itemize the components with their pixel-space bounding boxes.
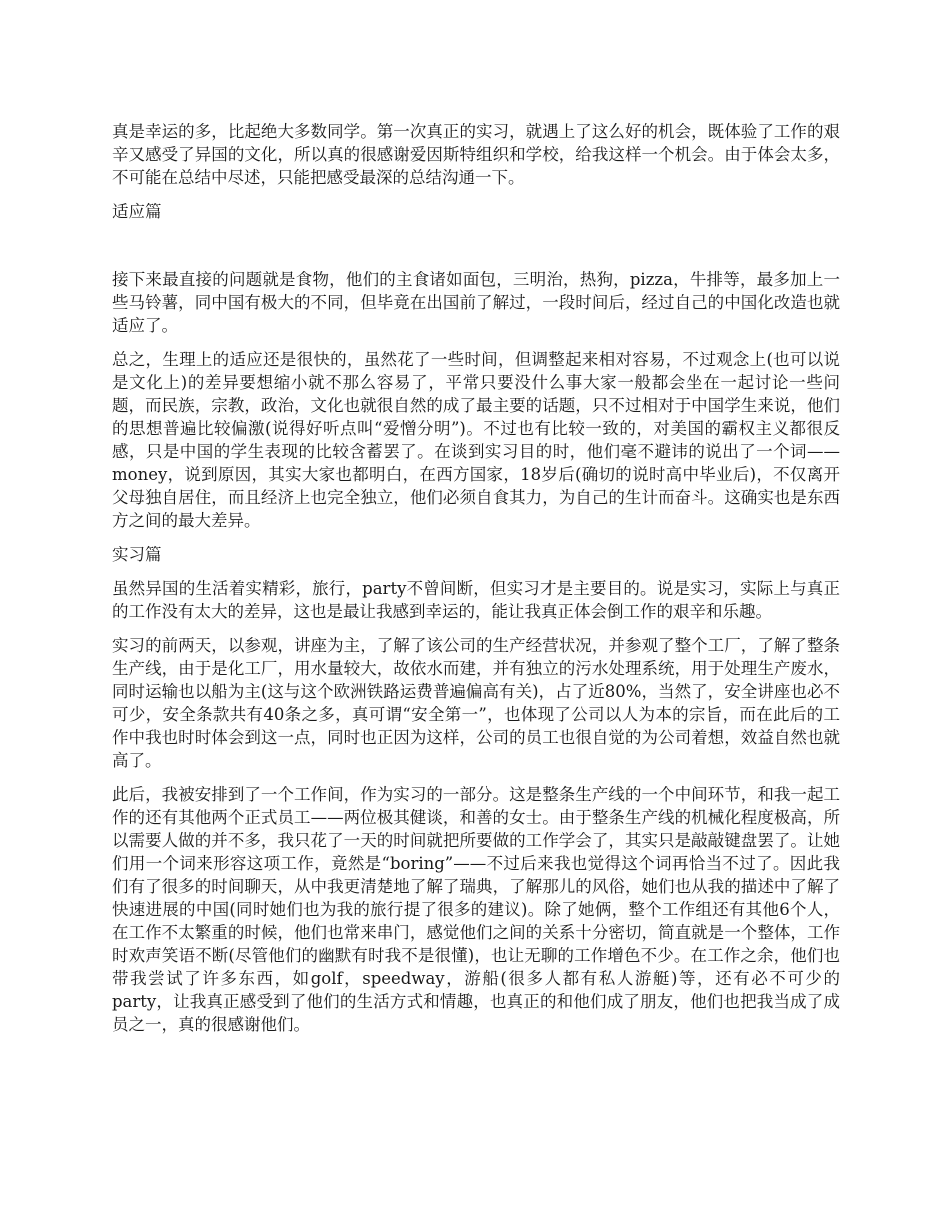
- section-heading-adaptation: 适应篇: [112, 202, 162, 221]
- section-heading-internship: 实习篇: [112, 545, 162, 564]
- intro-paragraph: 真是幸运的多，比起绝大多数同学。第一次真正的实习，就遇上了这么好的机会，既体验了工作的艰辛又感受了异国的文化，所以真的很感谢爱因斯特组织和学校，给我这样一个机会。由于体会太多，不可能在总结中尽述，只能把感受最深的总结沟通一下。: [112, 122, 840, 187]
- culture-paragraph: 总之，生理上的适应还是很快的，虽然花了一些时间，但调整起来相对容易，不过观念上(也可以说是文化上)的差异要想缩小就不那么容易了，平常只要没什么事大家一般都会坐在一起讨论一些问题，而民族，宗教，政治，文化也就很自然的成了最主要的话题，只不过相对于中国学生来说，他们的思想普遍比较偏激(说得好听点叫“爱憎分明”)。不过也有比较一致的，对美国的霸权主义都很反感，只是中国的学生表现的比较含蓄罢了。在谈到实习目的时，他们毫不避讳的说出了一个词——money，说到原因，其实大家也都明白，在西方国家，18岁后(确切的说时高中毕业后)，不仅离开父母独自居住，而且经济上也完全独立，他们必须自食其力，为自己的生计而奋斗。这确实也是东西方之间的最大差异。: [112, 350, 840, 530]
- first-days-paragraph: 实习的前两天，以参观，讲座为主，了解了该公司的生产经营状况，并参观了整个工厂，了解了整条生产线，由于是化工厂，用水量较大，故依水而建，并有独立的污水处理系统，用于处理生产废水，同时运输也以船为主(这与这个欧洲铁路运费普遍偏高有关)，占了近80%，当然了，安全讲座也必不可少，安全条款共有40条之多，真可谓“安全第一”，也体现了公司以人为本的宗旨，而在此后的工作中我也时时体会到这一点，同时也正因为这样，公司的员工也很自觉的为公司着想，效益自然也就高了。: [112, 636, 840, 770]
- workshop-paragraph: 此后，我被安排到了一个工作间，作为实习的一部分。这是整条生产线的一个中间环节，和我一起工作的还有其他两个正式员工——两位极其健谈，和善的女士。由于整条生产线的机械化程度极高，所以需要人做的并不多，我只花了一天的时间就把所要做的工作学会了，其实只是敲敲键盘罢了。让她们用一个词来形容这项工作，竟然是“boring”——不过后来我也觉得这个词再恰当不过了。因此我们有了很多的时间聊天，从中我更清楚地了解了瑞典，了解那儿的风俗，她们也从我的描述中了解了快速进展的中国(同时她们也为我的旅行提了很多的建议)。除了她俩，整个工作组还有其他6个人，在工作不太繁重的时候，他们也常来串门，感觉他们之间的关系十分密切，简直就是一个整体，工作时欢声笑语不断(尽管他们的幽默有时我不是很懂)，也让无聊的工作增色不少。在工作之余，他们也带我尝试了许多东西，如golf，speedway，游船(很多人都有私人游艇)等，还有必不可少的party，让我真正感受到了他们的生活方式和情趣，也真正的和他们成了朋友，他们也把我当成了成员之一，真的很感谢他们。: [112, 785, 840, 1034]
- section-spacer: [112, 234, 840, 268]
- internship-intro-paragraph: 虽然异国的生活着实精彩，旅行，party不曾间断，但实习才是主要目的。说是实习，实际上与真正的工作没有太大的差异，这也是最让我感到幸运的，能让我真正体会倒工作的艰辛和乐趣。: [112, 579, 840, 621]
- document-body: [112, 120, 840, 1047]
- food-paragraph: 接下来最直接的问题就是食物，他们的主食诸如面包，三明治，热狗，pizza，牛排等，最多加上一些马铃薯，同中国有极大的不同，但毕竟在出国前了解过，一段时间后，经过自己的中国化改造也就适应了。: [112, 270, 840, 335]
